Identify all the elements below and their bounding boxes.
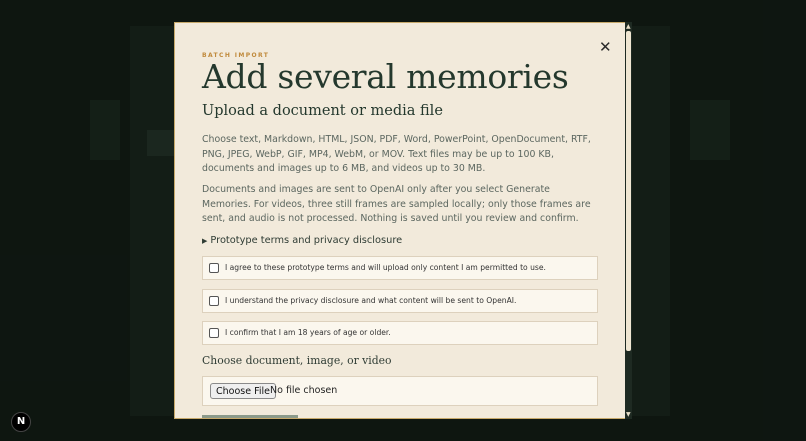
terms-disclosure-toggle[interactable] (202, 235, 402, 246)
disclosure-triangle-icon: ▶ (202, 237, 208, 245)
terms-consent-label: I agree to these prototype terms and will upload only content I am permitted to use. (225, 263, 546, 272)
file-status-text: No file chosen (270, 385, 338, 396)
age-consent-row[interactable] (202, 321, 598, 345)
scroll-up-arrow-icon[interactable]: ▲ (626, 23, 631, 30)
close-icon[interactable]: ✕ (599, 38, 612, 56)
terms-consent-row[interactable] (202, 256, 598, 280)
privacy-note-text: Documents and images are sent to OpenAI only after you select Generate Memories. For videos, three still frames are sampled locally; only those frames are sent, and audio is not processed. Nothing is saved until you review and confirm. (202, 184, 591, 224)
dialog-scrollbar[interactable] (625, 22, 632, 419)
age-consent-label: I confirm that I am 18 years of age or older. (225, 328, 391, 337)
scroll-down-arrow-icon[interactable]: ▼ (626, 411, 631, 418)
dialog-eyebrow: BATCH IMPORT (202, 52, 270, 59)
generate-memories-button[interactable] (202, 415, 298, 419)
disclosure-label: Prototype terms and privacy disclosure (210, 235, 403, 246)
dev-tools-badge[interactable]: N (11, 412, 31, 432)
age-consent-checkbox[interactable] (209, 328, 219, 338)
dialog-subtitle: Upload a document or media file (202, 103, 443, 119)
file-section-label: Choose document, image, or video (202, 354, 392, 367)
terms-consent-checkbox[interactable] (209, 263, 219, 273)
scrollbar-thumb[interactable] (626, 31, 631, 351)
dialog-title: Add several memories (202, 57, 569, 96)
file-input[interactable] (202, 376, 598, 406)
privacy-consent-label: I understand the privacy disclosure and what content will be sent to OpenAI. (225, 296, 517, 305)
privacy-consent-checkbox[interactable] (209, 296, 219, 306)
supported-formats-text: Choose text, Markdown, HTML, JSON, PDF, Word, PowerPoint, OpenDocument, RTF, PNG, JPEG, WebP, GIF, MP4, WebM, or MOV. Text files may be up to 100 KB, documents and images up to 6 MB, and videos up to 30 MB. (202, 134, 591, 174)
batch-import-dialog (174, 22, 631, 419)
choose-file-button[interactable]: Choose File (210, 383, 276, 399)
privacy-consent-row[interactable] (202, 289, 598, 313)
